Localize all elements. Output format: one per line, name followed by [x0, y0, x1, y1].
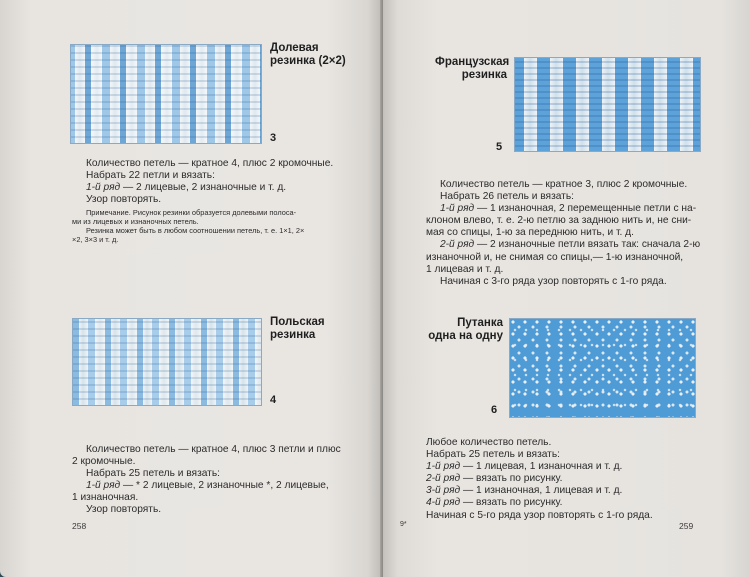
row-label: 2-й ряд	[440, 239, 475, 251]
text-line: Узор повторять.	[86, 504, 162, 516]
title-line: резинка (2×2)	[270, 55, 346, 67]
text-line	[426, 497, 726, 509]
row-text: — вязать по рисунку.	[463, 473, 563, 485]
row-text: — вязать по рисунку.	[463, 497, 563, 509]
swatch-image-putanka	[509, 318, 696, 418]
text-line	[72, 480, 367, 492]
pattern-description	[426, 437, 726, 522]
text-line: Количество петель — кратное 4, плюс 2 кромочные.	[86, 158, 334, 169]
swatch-image-polskaya-rezinka	[72, 318, 262, 406]
title-line: резинка	[270, 329, 316, 341]
row-text: — 1 изнаночная, 1 лицевая и т. д.	[463, 485, 623, 497]
right-page	[383, 0, 750, 577]
text-line	[72, 182, 367, 194]
note-line: Примечание. Рисунок резинки образуется долевыми полоса-	[86, 208, 297, 217]
text-line: мая со спицы, 1-ю за переднюю нить, и т. д.	[426, 227, 634, 239]
title-line: одна на одну	[428, 330, 503, 342]
text-line: Начиная с 5-го ряда узор повторять с 1-го ряда.	[426, 509, 653, 521]
text-line: Набрать 25 петель и вязать:	[426, 449, 560, 461]
pattern-title-dolevaya	[270, 42, 346, 68]
row-label: 1-й ряд	[426, 461, 461, 473]
pattern-description	[72, 444, 367, 517]
text-line: 1 лицевая и т. д.	[426, 263, 504, 275]
text-line: Количество петель — кратное 3, плюс 2 кромочные.	[440, 179, 688, 190]
text-line: Количество петель — кратное 4, плюс 3 петли и плюс	[86, 444, 341, 455]
row-label: 2-й ряд	[426, 473, 461, 485]
row-label: 3-й ряд	[426, 485, 461, 497]
text-line	[426, 485, 726, 497]
row-text: — * 2 лицевые, 2 изнаночные *, 2 лицевые,	[123, 480, 329, 492]
row-label: 1-й ряд	[86, 182, 121, 194]
swatch-image-dolevaya-rezinka	[70, 44, 262, 144]
title-line: резинка	[461, 69, 507, 81]
row-label: 1-й ряд	[440, 203, 475, 215]
text-line: Начиная с 3-го ряда узор повторять с 1-го ряда.	[440, 275, 667, 287]
note-line: ×2, 3×3 и т. д.	[72, 235, 119, 244]
figure-number: 3	[270, 132, 277, 144]
pattern-note	[72, 208, 367, 244]
row-label: 4-й ряд	[426, 497, 461, 509]
text-line: изнаночной и, не снимая со спицы,— 1-ю изнаночной,	[426, 251, 684, 263]
figure-number: 6	[491, 404, 498, 416]
row-text: — 1 лицевая, 1 изнаночная и т. д.	[463, 461, 623, 473]
title-line: Французская	[435, 56, 510, 68]
pattern-title-francuzskaya	[435, 56, 510, 82]
page-number: 259	[679, 521, 694, 531]
pattern-description	[72, 158, 367, 206]
text-line	[426, 239, 726, 251]
text-line: Любое количество петель.	[426, 437, 552, 448]
row-text: — 1 изнаночная, 2 перемещенные петли с на-	[477, 203, 697, 215]
text-line: Узор повторять.	[86, 194, 162, 206]
text-line	[426, 473, 726, 485]
figure-number: 5	[496, 141, 503, 153]
text-line: клоном влево, т. е. 2-ю петлю за заднюю нить и, не сни-	[426, 215, 692, 227]
text-line: Набрать 26 петель и вязать:	[440, 191, 574, 203]
note-line: Резинка может быть в любом соотношении петель, т. е. 1×1, 2×	[86, 226, 305, 235]
figure-number: 4	[270, 394, 277, 406]
text-line	[426, 203, 726, 215]
swatch-image-francuzskaya-rezinka	[514, 57, 701, 152]
row-label: 1-й ряд	[86, 480, 121, 492]
text-line: 2 кромочные.	[72, 456, 136, 468]
text-line: Набрать 22 петли и вязать:	[86, 170, 215, 182]
title-line: Польская	[270, 316, 325, 328]
pattern-title-polskaya	[270, 316, 325, 342]
text-line	[426, 461, 726, 473]
row-text: — 2 изнаночные петли вязать так: сначала 2-ю	[477, 239, 701, 251]
pattern-title-putanka	[421, 317, 503, 343]
title-line: Путанка	[457, 317, 503, 329]
text-line: 1 изнаночная.	[72, 492, 139, 504]
text-line: Набрать 25 петель и вязать:	[86, 468, 220, 480]
note-line: ми из лицевых и изнаночных петель.	[72, 217, 199, 226]
page-number: 258	[72, 521, 87, 531]
row-text: — 2 лицевые, 2 изнаночные и т. д.	[123, 182, 287, 194]
pattern-description	[426, 179, 726, 288]
title-line: Долевая	[270, 42, 319, 54]
signature-mark: 9*	[400, 521, 407, 528]
